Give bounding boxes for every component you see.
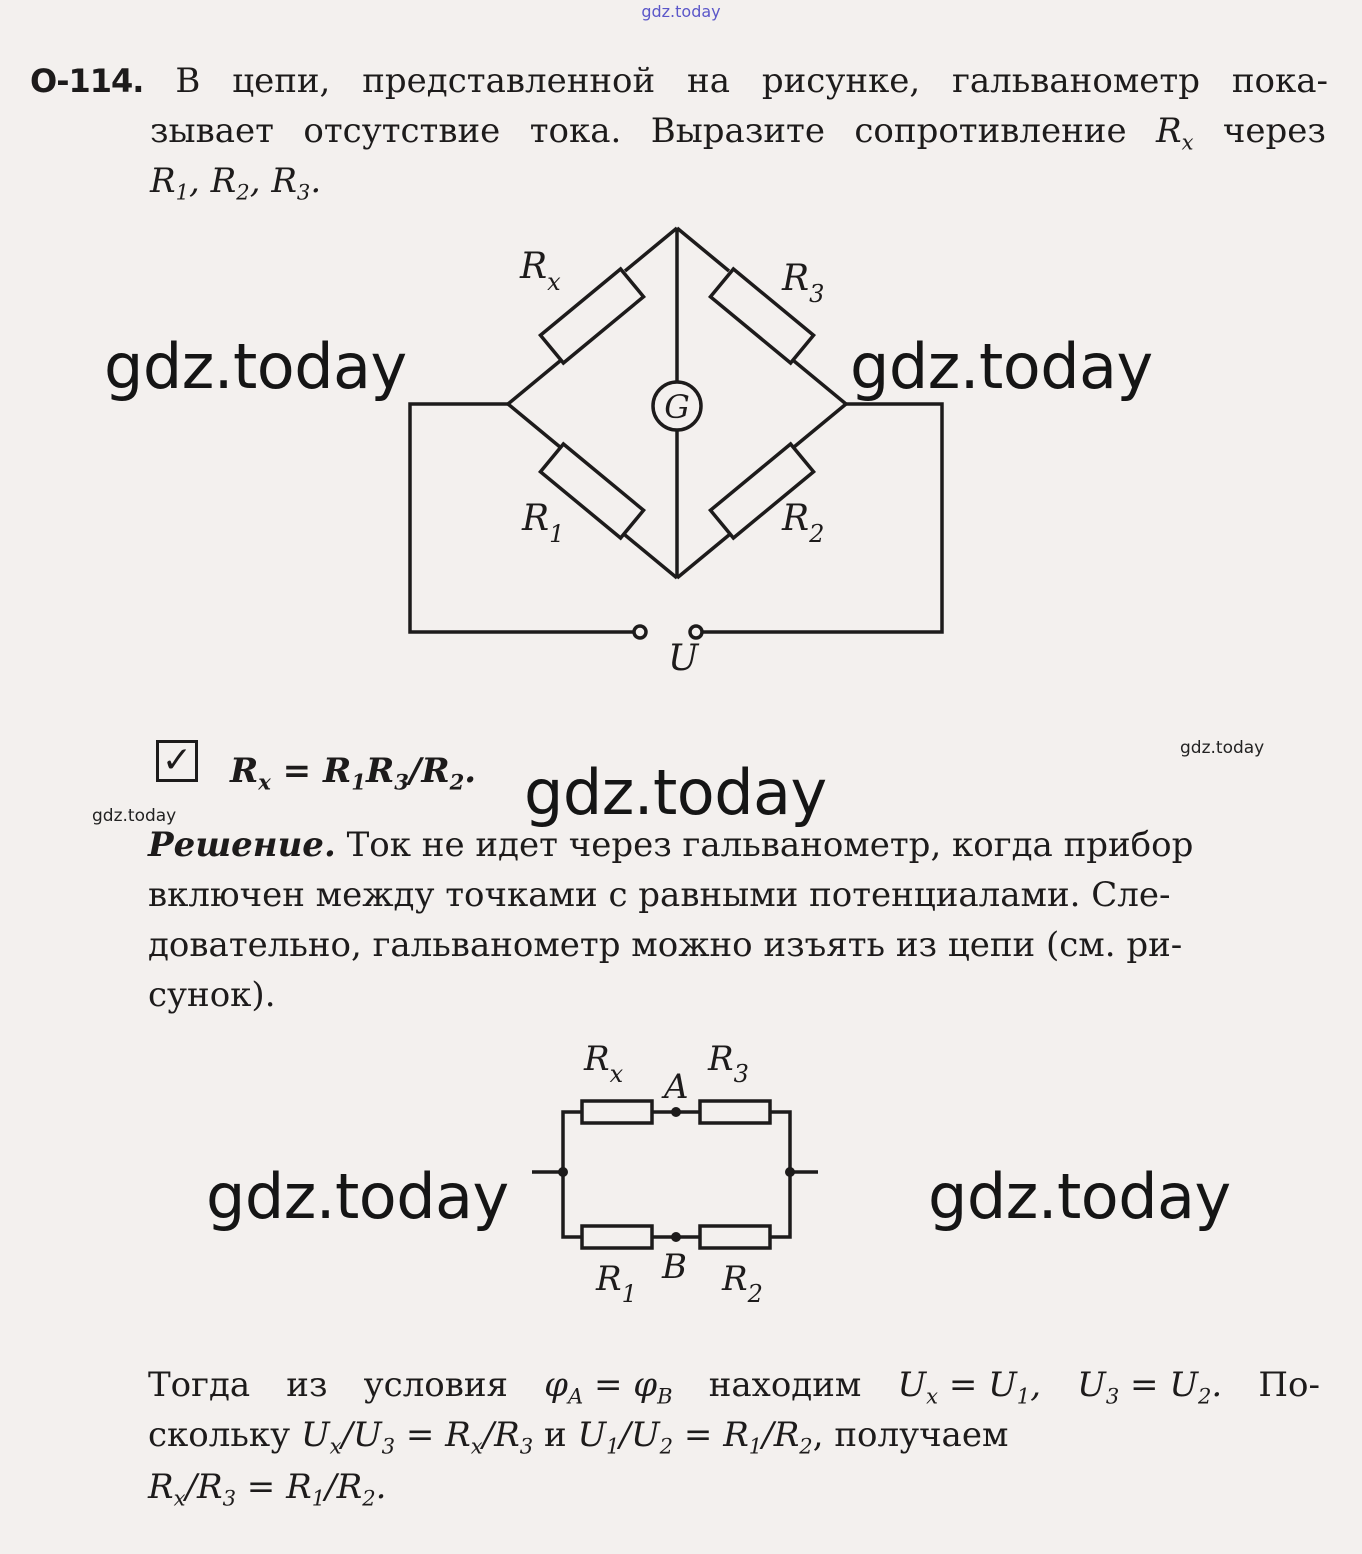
rx-symbol: $R_x$ xyxy=(1156,111,1194,155)
resistor-r2-2 xyxy=(700,1226,770,1248)
label-r2: $R_2$ xyxy=(782,498,825,548)
conclusion-line-1: Тогда из условия $\varphi_A = \varphi_B$ находим $U_x = U_1$, $U_3 = U_2$. По- xyxy=(148,1365,1320,1409)
watermark-top: gdz.today xyxy=(641,2,721,21)
label-r2-2: $R_2$ xyxy=(722,1259,763,1308)
terminal-right xyxy=(690,626,702,638)
solution-line-3: довательно, гальванометр можно изъять из цепи (см. ри- xyxy=(148,925,1183,965)
bridge-circuit-diagram xyxy=(0,200,1362,700)
label-r3-2: $R_3$ xyxy=(708,1039,749,1088)
solution-line-4: сунок). xyxy=(148,975,276,1015)
solution-line-1: Решение. Ток не идет через гальванометр, когда прибор xyxy=(148,825,1194,865)
resistor-rx-2 xyxy=(582,1101,652,1123)
problem-number: О-114. xyxy=(30,62,144,100)
label-a: A xyxy=(664,1067,689,1107)
terminal-left xyxy=(634,626,646,638)
conclusion-line-2: скольку $U_x/U_3 = R_x/R_3$ и $U_1/U_2 = R_1/R_2$, получаем xyxy=(148,1415,1009,1459)
watermark-small-1: gdz.today xyxy=(1180,738,1265,758)
node-a xyxy=(671,1107,681,1117)
check-mark-icon: ✓ xyxy=(156,740,198,782)
problem-line-1: О-114. В цепи, представленной на рисунке, гальванометр пока- xyxy=(30,56,1328,106)
watermark-small-2: gdz.today xyxy=(92,806,177,826)
label-r1-2: $R_1$ xyxy=(596,1259,637,1308)
watermark-2: gdz.today xyxy=(850,330,1153,403)
solution-heading: Решение. xyxy=(148,825,336,865)
label-r3: $R_3$ xyxy=(782,258,825,308)
problem-line-3: $R_1$, $R_2$, $R_3$. xyxy=(150,161,322,205)
label-galvanometer: G xyxy=(664,388,690,426)
resistor-r3-2 xyxy=(700,1101,770,1123)
answer-formula: $R_x = R_1R_3/R_2$. xyxy=(230,751,477,795)
label-rx: $R_x$ xyxy=(520,246,561,296)
label-voltage: U xyxy=(668,638,699,679)
solution-line-2: включен между точками с равными потенциалами. Сле- xyxy=(148,875,1171,915)
label-b: B xyxy=(662,1247,687,1287)
conclusion-line-3: $R_x/R_3 = R_1/R_2$. xyxy=(148,1467,387,1511)
watermark-4: gdz.today xyxy=(206,1160,509,1233)
problem-line-2: зывает отсутствие тока. Выразите сопротивление $R_x$ через xyxy=(150,106,1326,156)
watermark-3: gdz.today xyxy=(524,756,827,829)
node-b xyxy=(671,1232,681,1242)
label-rx-2: $R_x$ xyxy=(584,1039,624,1088)
label-r1: $R_1$ xyxy=(522,498,565,548)
watermark-1: gdz.today xyxy=(104,330,407,403)
watermark-5: gdz.today xyxy=(928,1160,1231,1233)
resistor-r1-2 xyxy=(582,1226,652,1248)
